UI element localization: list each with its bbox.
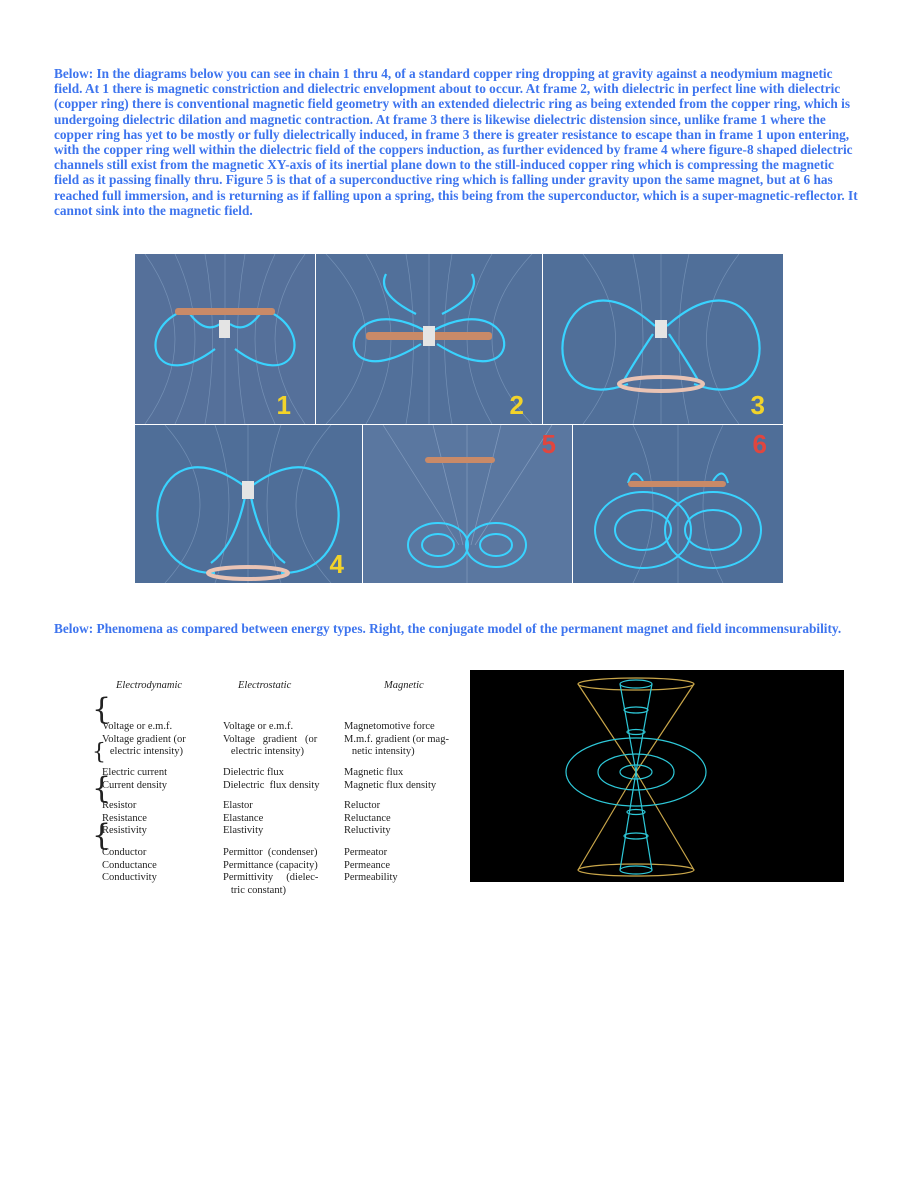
column-header: Electrodynamic — [116, 680, 183, 691]
intro-paragraph: Below: In the diagrams below you can see in chain 1 thru 4, of a standard copper ring dropping at gravity against a neodymium magnetic field. At 1 there is magnetic constriction and dielectric envelopment about to occur. At frame 2, with dielectric in perfect line with dielectric (copper ring) there is conventional magnetic field geometry with an extended dielectric ring as being extended from the copper ring, which is undergoing dielectric dilation and magnetic contraction. At frame 3 there is likewise dielectric distension since, unlike frame 1 where the copper ring has yet to be mostly or fully dielectrically induced, in frame 3 there is greater resistance to escape than in frame 1 upon entering, with the copper ring well within the dielectric field of the coppers induction, as further evidenced by frame 4 where figure-8 shaped dielectric channels still exist from the magnetic XY-axis of its inertial plane down to the still-induced copper ring which is compressing the magnetic field as it passing finally thru. Figure 5 is that of a superconductive ring which is falling under gravity upon the same magnet, but at 6 has reached full immersion, and is returning as if falling upon a spring, this being from the superconductor, which is a super-magnetic-reflector. It cannot sink into the magnetic field. — [54, 66, 858, 218]
table-cell: Magnetic flux Magnetic flux density — [344, 767, 437, 791]
brace: { — [92, 818, 112, 853]
table-cell: Permittor (condenser) Permittance (capacity) Permittivity (dielec- tric constant) — [223, 847, 319, 896]
column-header: Magnetic — [384, 680, 424, 691]
field-frame-4 — [135, 425, 362, 583]
energy-comparison-table — [88, 674, 468, 896]
frame-number: 2 — [509, 390, 524, 420]
table-cell: Reluctor Reluctance Reluctivity — [344, 800, 391, 837]
table-cell: Electric current Current density — [102, 767, 168, 791]
comparison-paragraph: Below: Phenomena as compared between energy types. Right, the conjugate model of the permanent magnet and field incommensurability. — [54, 621, 842, 636]
field-frame-1 — [135, 254, 315, 424]
column-header: Electrostatic — [238, 680, 292, 691]
brace: { — [92, 771, 112, 806]
field-lines-image — [316, 254, 542, 424]
table-cell: Voltage or e.m.f. Voltage gradient (or electric intensity) — [223, 721, 318, 758]
brace: { — [92, 740, 106, 765]
frame-number: 4 — [329, 549, 344, 579]
frame-number: 1 — [276, 390, 291, 420]
table-cell: Magnetomotive force M.m.f. gradient (or mag- netic intensity) — [344, 721, 449, 758]
frame-number: 3 — [750, 390, 765, 420]
field-lines-image — [543, 254, 783, 424]
field-lines-image — [135, 425, 362, 583]
field-frame-2 — [316, 254, 542, 424]
field-frame-6 — [573, 425, 783, 583]
table-cell: Conductor Conductance Conductivity — [102, 847, 157, 884]
cone-diagram — [470, 670, 844, 882]
table-cell: Dielectric flux Dielectric flux density — [223, 767, 320, 791]
field-lines-image — [573, 425, 783, 583]
table-cell: Resistor Resistance Resistivity — [102, 800, 147, 837]
conjugate-magnet-model-image — [470, 670, 844, 882]
field-frame-3 — [543, 254, 783, 424]
brace: { — [92, 692, 112, 727]
table-cell: Elastor Elastance Elastivity — [223, 800, 264, 837]
table-cell: Permeator Permeance Permeability — [344, 847, 398, 884]
frame-number: 5 — [541, 429, 556, 459]
field-frame-5 — [363, 425, 572, 583]
table-cell: Voltage or e.m.f. Voltage gradient (or electric intensity) — [102, 721, 186, 758]
frame-number: 6 — [752, 429, 767, 459]
